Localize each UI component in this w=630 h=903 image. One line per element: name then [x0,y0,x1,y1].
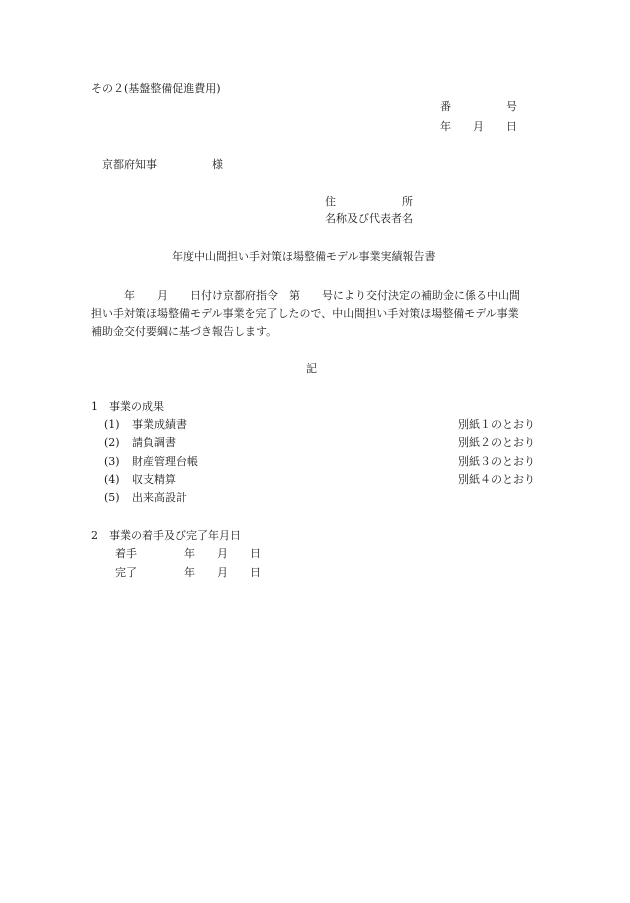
document-number-label: 番 号 [440,100,517,113]
result-item-num: (1) [104,418,120,431]
result-item-num: (5) [104,491,120,504]
body-line: 年 月 日付け京都府指令 第 号により交付決定の補助金に係る中山間 [91,289,520,302]
result-item-attachment: 別紙２のとおり [458,436,535,449]
completion-label: 完了 [115,566,137,579]
addressee: 京都府知事 様 [102,158,223,171]
start-date: 年 月 日 [184,547,261,560]
result-item-attachment: 別紙３のとおり [458,455,535,468]
start-label: 着手 [115,547,137,560]
result-item-label: 収支精算 [132,473,176,486]
result-item-label: 出来高設計 [132,491,187,504]
applicant-address-label: 住 所 [325,195,413,208]
result-item-num: (4) [104,473,120,486]
section2-heading: 2 事業の着手及び完了年月日 [91,529,241,542]
result-item-label: 請負調書 [132,436,176,449]
section1-heading: 1 事業の成果 [91,400,164,413]
document-date-label: 年 月 日 [440,120,517,133]
result-item-attachment: 別紙４のとおり [458,473,535,486]
result-item-num: (2) [104,436,120,449]
result-item-label: 事業成績書 [132,418,187,431]
completion-date: 年 月 日 [184,566,261,579]
body-line: 補助金交付要綱に基づき報告します。 [91,325,278,338]
result-item-num: (3) [104,455,120,468]
applicant-name-label: 名称及び代表者名 [325,212,413,225]
ki-marker: 記 [306,362,317,375]
document-title: 年度中山間担い手対策ほ場整備モデル事業実績報告書 [172,250,436,263]
form-label: その２(基盤整備促進費用) [91,82,221,95]
result-item-attachment: 別紙１のとおり [458,418,535,431]
body-line: 担い手対策ほ場整備モデル事業を完了したので、中山間担い手対策ほ場整備モデル事業 [91,307,519,320]
result-item-label: 財産管理台帳 [132,455,198,468]
